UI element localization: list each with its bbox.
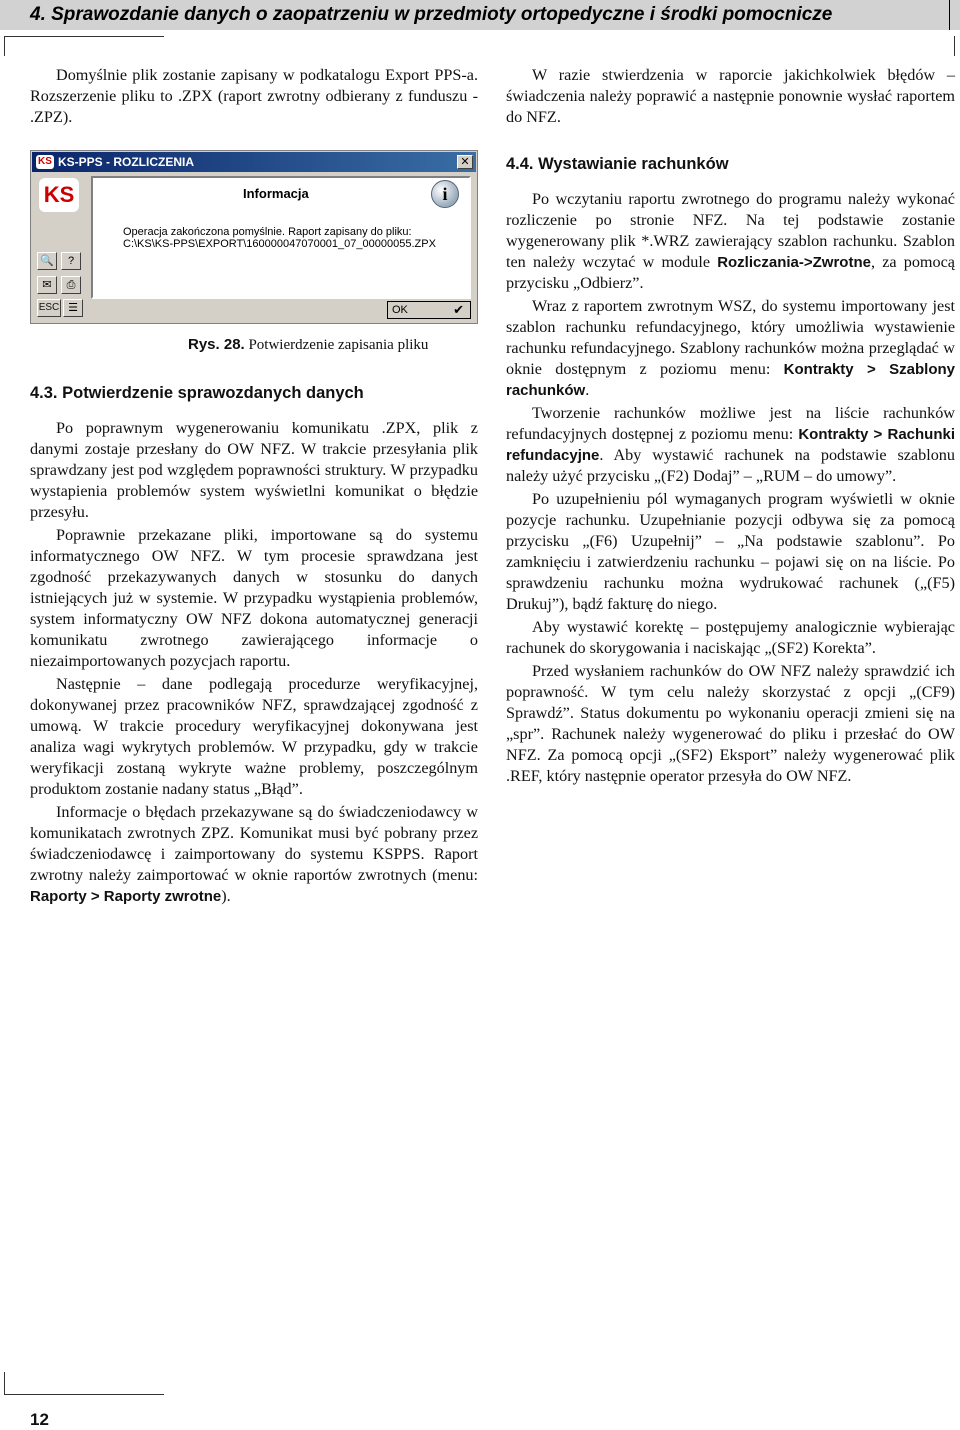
app-logo-icon: KS <box>36 155 54 169</box>
menu-path: Raporty > Raporty zwrotne <box>30 888 222 905</box>
figure-caption-text: Potwierdzenie zapisania pliku <box>248 337 429 353</box>
paragraph: Po poprawnym wygenerowaniu komunikatu .ZPX, plik z danymi zostaje przesłany do OW NFZ. W trakcie przesyłania plik sprawdzany jest pod względem poprawności struktury. W przypadku wystapienia problemów system wyświetlni komunikat o błędzie przesyłu. <box>30 419 478 521</box>
intro-right <box>506 65 955 128</box>
paragraph: Przed wysłaniem rachunków do OW NFZ należy sprawdzić ich poprawność. W tym celu należy skorzystać z opcji „(CF9) Sprawdź”. Status dokumentu po wykonaniu operacji zmieni się na „spr”. Rachunek należy wygenerować do pliku i przesłać do OW NFZ. Za pomocą opcji „(SF2) Eksport” należy wygenerować plik .REF, który następnie operator przesyła do OW NFZ. <box>506 662 955 785</box>
paragraph-text: , za pomocą przycisku „Odbierz”. <box>506 253 955 292</box>
paragraph: Następnie – dane podlegają procedurze weryfikacyjnej, dokonywanej przez pracowników NFZ, sprawdzającej zgodność z umową. W trakcie procedury weryfikacyjnej dokonywana jest analiza wagi wykrytych problemów. W przypadku, gdy w trakcie weryfikacji zostaną wykryte ważne problemy, poszczególnym produktom zostanie nadany status „Błąd”. <box>30 675 478 798</box>
esc-button[interactable]: ESC <box>37 299 61 317</box>
paragraph <box>30 802 478 907</box>
crop-mark <box>4 1394 164 1395</box>
paragraph-text: . Aby wystawić rachunek na podstawie szablonu należy użyć przycisku „(F2) Dodaj” – „RUM – do umowy”. <box>506 446 955 485</box>
paragraph-text: Tworzenie rachunków możliwe jest na liście rachunków refundacyjnych dostępnej z poziomu menu: <box>506 404 955 443</box>
message-line: Operacja zakończona pomyślnie. Raport zapisany do pliku: <box>123 226 412 238</box>
figure-label: Rys. 28. <box>188 336 245 353</box>
window-titlebar <box>32 152 476 172</box>
paragraph: W razie stwierdzenia w raporcie jakichkolwiek błędów – świadczenia należy poprawić a następnie ponownie wysłać raportem do NFZ. <box>506 66 955 126</box>
screenshot-window <box>30 150 478 324</box>
section-4-3-body <box>30 418 478 907</box>
crop-mark <box>4 1372 5 1394</box>
page-number: 12 <box>30 1410 49 1429</box>
ok-button[interactable] <box>387 301 471 319</box>
info-panel <box>91 176 471 299</box>
paragraph: Poprawnie przekazane pliki, importowane są do systemu informatycznego OW NFZ. W tym procesie sprawdzana jest zgodność przekazywanych danych w stosunku do danych istniejących już w systemie. W przypadku wystąpienia problemów, system informatyczny OW NFZ dokona automatycznej generacji komunikatu zwrotnego zawierającego informacje o niezaimportowanych pozycjach raportu. <box>30 526 478 670</box>
paragraph-text: ). <box>221 887 231 905</box>
info-icon: i <box>431 180 459 208</box>
print-button[interactable]: ⎙ <box>61 276 81 294</box>
close-button[interactable]: ✕ <box>457 155 473 169</box>
menu-path: Kontrakty > Szablony rachunków <box>506 361 955 399</box>
menu-path: Rozliczania->Zwrotne <box>717 254 871 271</box>
header-title: 4. Sprawozdanie danych o zaopatrzeniu w przedmioty ortopedyczne i środki pomocnicze <box>30 4 833 25</box>
mail-button[interactable]: ✉ <box>37 276 57 294</box>
menu-path: Kontrakty > Rachunki refundacyjne <box>506 426 956 464</box>
figure-caption <box>188 336 428 354</box>
crop-mark <box>4 36 5 56</box>
ok-label: OK <box>392 304 408 316</box>
page-header <box>0 0 960 30</box>
section-heading: 4.3. Potwierdzenie sprawozdanych danych <box>30 384 364 402</box>
paragraph: Aby wystawić korektę – postępujemy analogicznie wybierając rachunek do skorygowania i naciskając „(SF2) Korekta”. <box>506 618 955 657</box>
paragraph-text: . <box>585 381 590 399</box>
paragraph <box>506 296 955 401</box>
crop-mark <box>4 36 164 37</box>
checkmark-icon: ✔ <box>453 302 464 317</box>
help-button[interactable]: ? <box>61 252 81 270</box>
paragraph <box>506 403 955 487</box>
window-title: KS-PPS - ROZLICZENIA <box>58 155 195 169</box>
header-divider <box>949 0 951 30</box>
info-heading: Informacja <box>243 186 309 201</box>
section-4-4-body <box>506 189 955 787</box>
intro-left <box>30 65 478 128</box>
paragraph: Po uzupełnieniu pól wymaganych program wyświetli w oknie pozycje rachunku. Uzupełnianie pozycji odbywa się za pomocą przycisku „(F6) Uzupełnij” – „Na podstawie szablonu”. Po zamknięciu i zatwierdzeniu rachunku – pojawi się on na liście. Po sprawdzeniu rachunku można wydrukować rachunek („(F5) Drukuj”), bądź fakturę do niego. <box>506 490 955 613</box>
section-heading: 4.4. Wystawianie rachunków <box>506 155 729 173</box>
paragraph <box>506 189 955 294</box>
paragraph-text: Po wczytaniu raportu zwrotnego do programu należy wykonać rozliczenie po stronie NFZ. Na tej podstawie zostanie wygenerowany plik *.WRZ zawierający szablon rachunku. Szablon ten należy wczytać w module <box>506 190 955 271</box>
search-button[interactable]: 🔍 <box>37 252 57 270</box>
crop-mark <box>954 36 955 56</box>
paragraph: Domyślnie plik zostanie zapisany w podkatalogu Export PPS-a. Rozszerzenie pliku to .ZPX (raport zwrotny odbierany z funduszu - .ZPZ). <box>30 66 478 126</box>
message-line: C:\KS\KS-PPS\EXPORT\160000047070001_07_00000055.ZPX <box>123 238 436 250</box>
paragraph-text: Wraz z raportem zwrotnym WSZ, do systemu importowany jest szablon rachunku refundacyjnego, który umożliwia wystawienie rachunku refundacyjnego. Szablony rachunków można przeglądać w oknie dostępnym z poziomu menu: <box>506 297 955 378</box>
info-message <box>123 226 436 250</box>
list-button[interactable]: ☰ <box>63 299 83 317</box>
paragraph-text: Informacje o błędach przekazywane są do świadczeniodawcy w komunikatach zwrotnych ZPZ. Komunikat musi być pobrany przez świadczeniodawcę i zaimportowany do systemu KSPPS. Raport zwrotny należy zaimportować w oknie raportów zwrotnych (menu: <box>30 803 478 884</box>
ks-logo-icon: KS <box>39 178 79 212</box>
